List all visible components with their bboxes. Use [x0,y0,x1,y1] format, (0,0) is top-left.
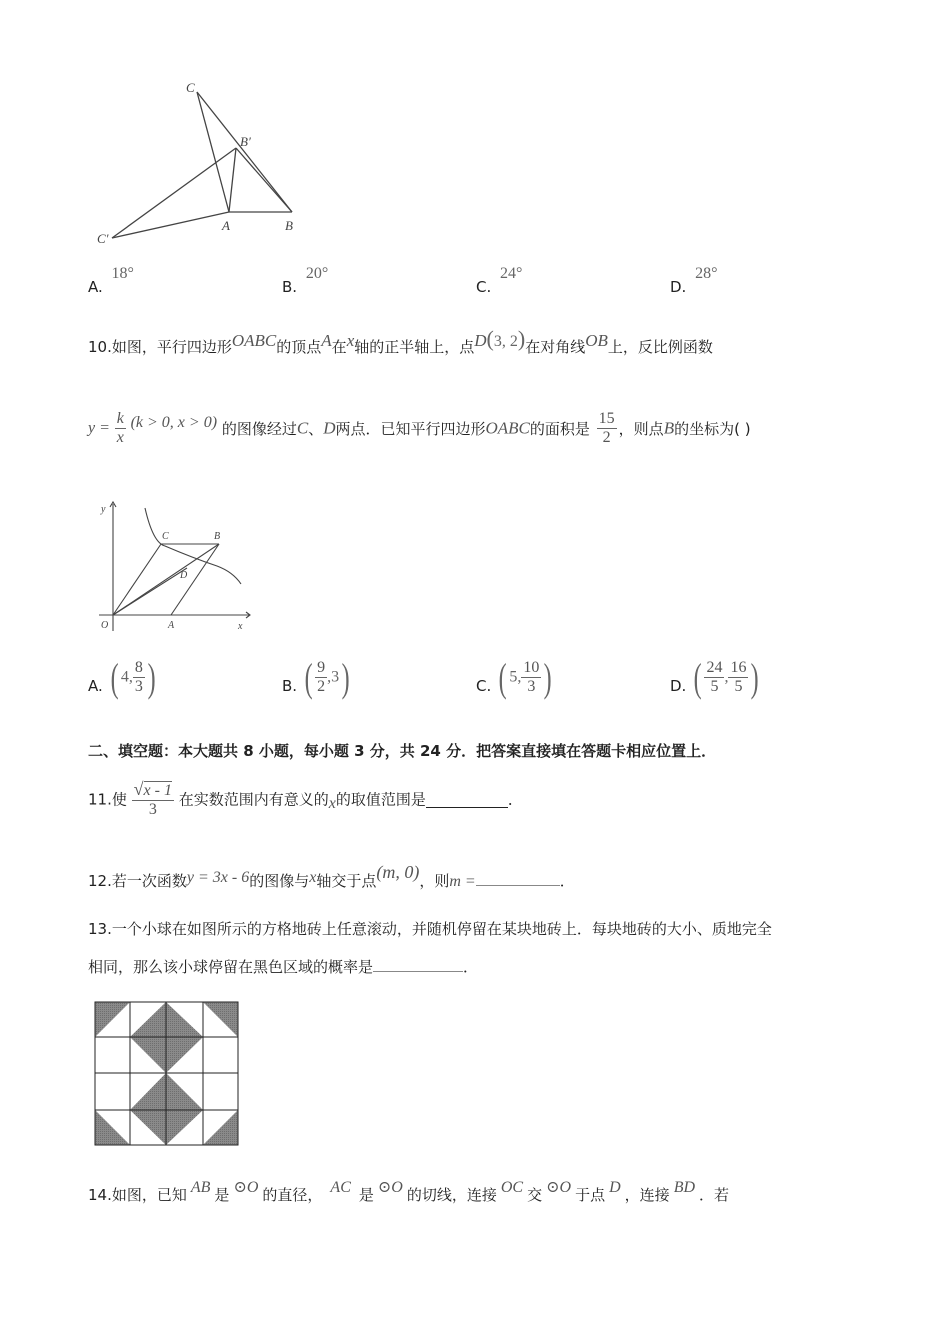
q14-line: 14.如图，已知 AB 是 ⊙O 的直径， AC 是 ⊙O 的切线，连接 OC 交 ⊙O 于点 D ，连接 BD ．若 [88,1179,730,1204]
q13-line1: 13.一个小球在如图所示的方格地砖上任意滚动，并随机停留在某块地砖上．每块地砖的大小、质地完全 [88,920,772,938]
q9-option-b[interactable]: B. 20° [282,265,329,296]
q13-line2: 相同，那么该小球停留在黑色区域的概率是 ． [88,958,479,976]
q11-line: 11.使 $\frac{√x - 1}{3}$ 在实数范围内有意义的x的取值范围是 ． [88,779,523,818]
q10-line1: 10.如图，平行四边形OABC的顶点A在x轴的正半轴上，点D(3, 2)在对角线OB上，反比例函数 [88,326,713,356]
q11-answer-blank[interactable] [426,791,508,808]
point-a-label: A [168,620,175,631]
point-b-label: B [214,531,221,542]
q10-option-a[interactable]: A. ( 4, $\frac{8}{3}$ ) [88,654,156,700]
label-b: B [285,218,293,233]
q13-tile-grid-figure [94,1001,239,1146]
point-c-label: C [162,531,169,542]
label-b-prime: B′ [240,134,251,149]
q9-option-a[interactable]: A. 18° [88,265,134,296]
q10-option-c[interactable]: C. ( 5, $\frac{10}{3}$ ) [476,654,553,700]
point-d-label: D [180,570,188,581]
q12-line: 12.若一次函数y = 3x - 6的图像与x轴交于点(m, 0)，则m = ． [88,862,575,890]
q9-option-c[interactable]: C. 24° [476,265,523,296]
axis-y-label: y [101,504,106,515]
label-c-prime: C′ [97,231,109,246]
q10-option-d[interactable]: D. ( $\frac{24}{5}$ , $\frac{16}{5}$ ) [670,654,760,700]
q10-parallelogram-figure [93,498,253,636]
q9-triangle-figure [90,78,320,253]
q9-option-d[interactable]: D. 28° [670,265,718,296]
q12-answer-blank[interactable] [476,871,560,886]
label-a: A [222,218,230,233]
section-2-heading: 二、填空题：本大题共 8 小题，每小题 3 分，共 24 分．把答案直接填在答题卡相应位置上． [88,742,717,760]
q10-line2: y = $\frac{k}{x}$ (k > 0, x > 0) 的图像经过C、D两点．已知平行四边形OABC的面积是 $\frac{15}{2}$ ，则点B的坐标为( ) [88,410,751,446]
q13-answer-blank[interactable] [373,957,463,972]
axis-x-label: x [238,621,243,632]
q10-option-b[interactable]: B. ( $\frac{9}{2}$ ,3) [282,654,350,700]
point-o-label: O [101,620,109,631]
label-c: C [186,80,195,95]
